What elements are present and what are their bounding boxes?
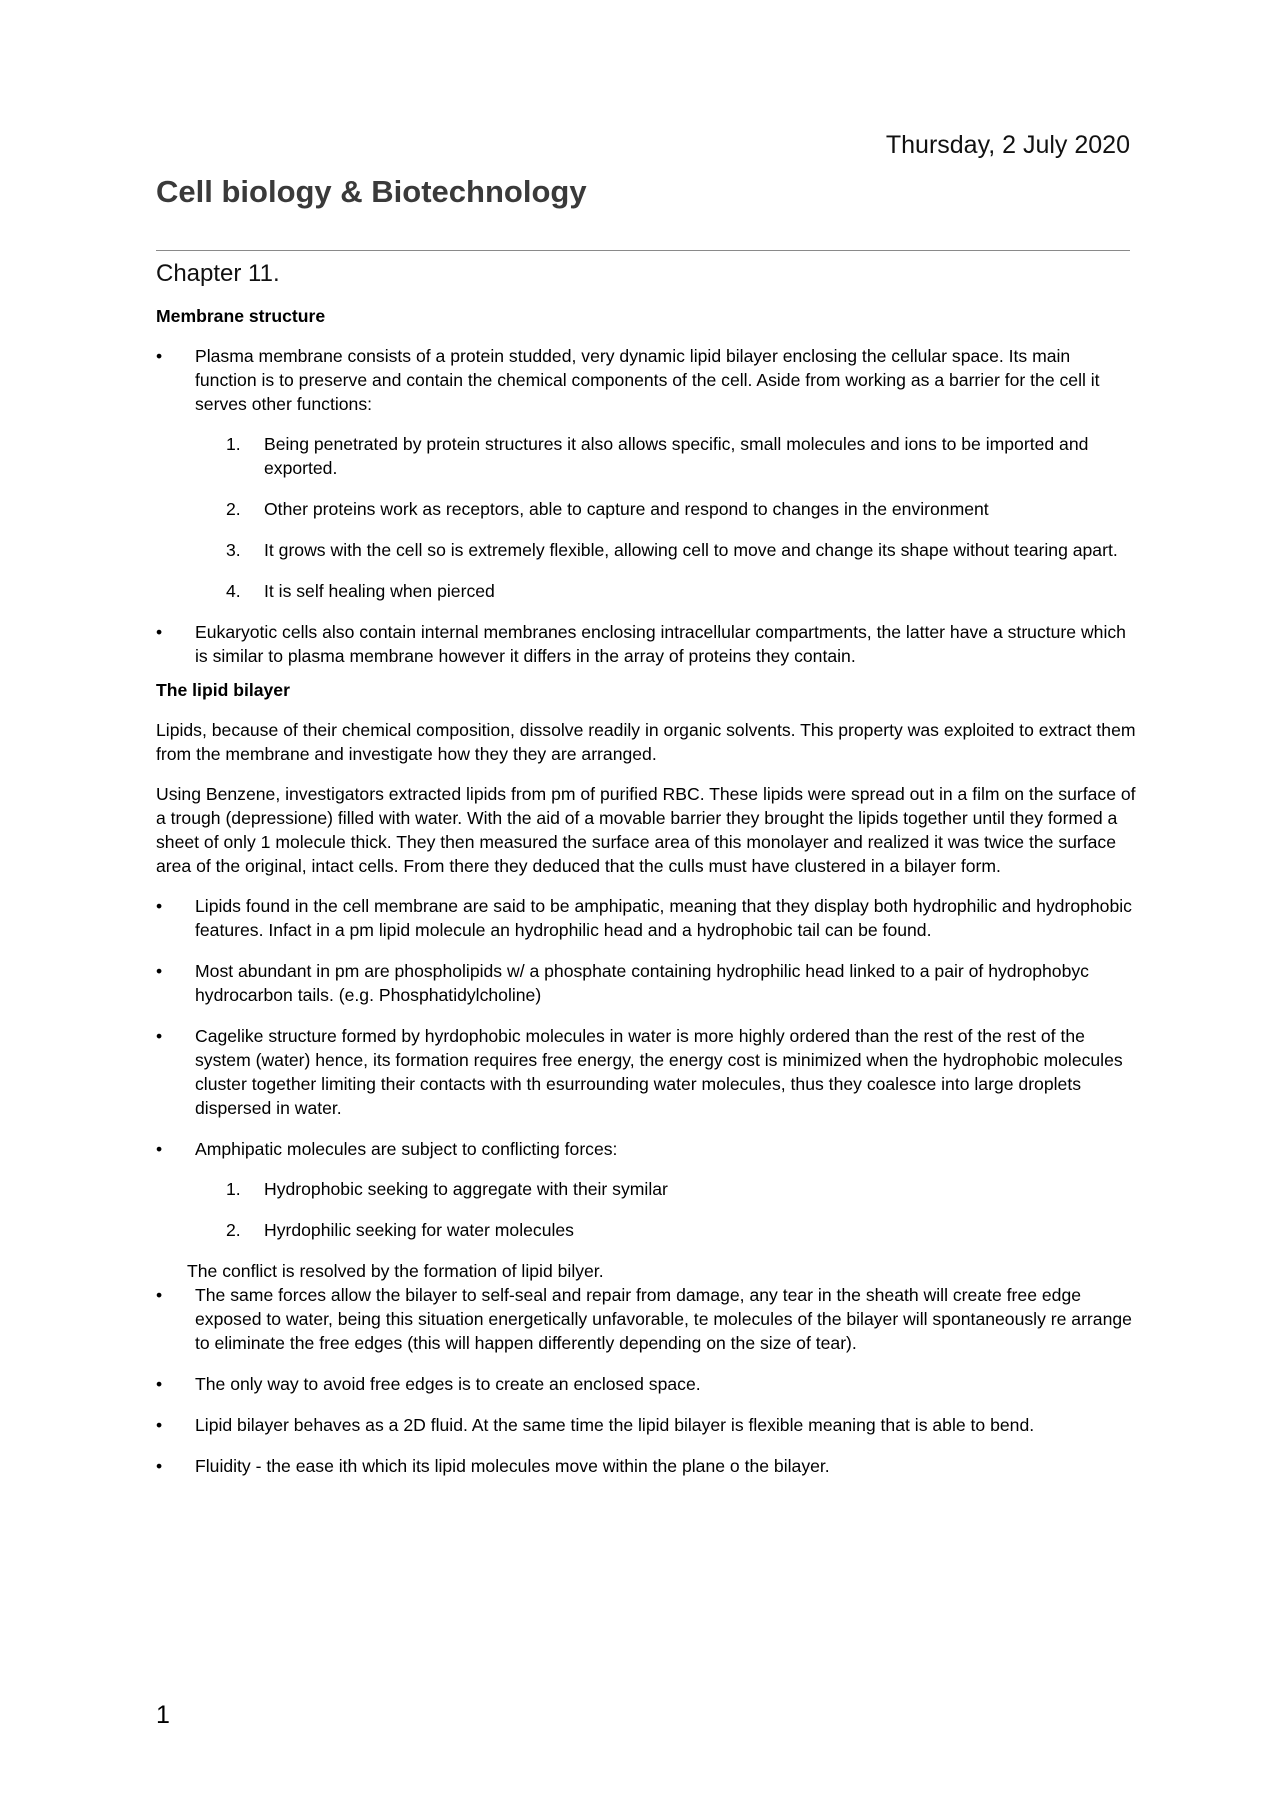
list-item-text: Plasma membrane consists of a protein studded, very dynamic lipid bilayer enclosing the cellular space. Its main function is to preserve and contain the chemical components of the cell. Aside from working as a barrier for the cell it serves other functions: xyxy=(195,346,1100,414)
numbered-item-text: It grows with the cell so is extremely flexible, allowing cell to move and change its shape without tearing apart. xyxy=(264,540,1118,560)
list-item-text: Lipids found in the cell membrane are said to be amphipatic, meaning that they display both hydrophilic and hydrophobic features. Infact in a pm lipid molecule an hydrophilic head and a hydrophobic tail can be found. xyxy=(195,896,1132,940)
lipid-bilayer-list-continued xyxy=(156,1283,1136,1478)
list-item xyxy=(156,959,1136,1007)
list-item-text: Lipid bilayer behaves as a 2D fluid. At the same time the lipid bilayer is flexible meaning that is able to bend. xyxy=(195,1415,1035,1435)
section-heading-membrane-structure: Membrane structure xyxy=(156,306,326,326)
list-item-text: The only way to avoid free edges is to create an enclosed space. xyxy=(195,1374,701,1394)
list-item xyxy=(156,894,1136,942)
list-item xyxy=(156,1137,1136,1242)
membrane-structure-list xyxy=(156,344,1136,668)
bullet-marker: • xyxy=(156,1415,163,1435)
bullet-marker: • xyxy=(156,346,163,366)
list-item-text: Most abundant in pm are phospholipids w/ a phosphate containing hydrophilic head linked to a pair of hydrophobyc hydrocarbon tails. (e.g. Phosphatidylcholine) xyxy=(195,961,1089,1005)
list-item xyxy=(156,1283,1136,1355)
document-title: Cell biology & Biotechnology xyxy=(156,174,587,209)
list-item-text: The same forces allow the bilayer to self-seal and repair from damage, any tear in the sheath will create free edge exposed to water, being this situation energetically unfavorable, te molecules of the bilayer will spontaneously re arrange to eliminate the free edges (this will happen differently depending on the size of tear). xyxy=(195,1285,1132,1353)
list-item-text: Cagelike structure formed by hyrdophobic molecules in water is more highly ordered than the rest of the rest of the system (water) hence, its formation requires free energy, the energy cost is minimized when the hydrophobic molecules cluster together limiting their contacts with th esurrounding water molecules, thus they coalesce into large droplets dispersed in water. xyxy=(195,1026,1123,1118)
bullet-marker: • xyxy=(156,1456,163,1476)
item-number: 1. xyxy=(226,1179,241,1199)
item-number: 4. xyxy=(226,581,241,601)
list-item xyxy=(156,344,1136,603)
lipid-bilayer-list xyxy=(156,894,1136,1242)
paragraph: Using Benzene, investigators extracted lipids from pm of purified RBC. These lipids were spread out in a film on the surface of a trough (depressione) filled with water. With the aid of a movable barrier they brought the lipids together until they formed a sheet of only 1 molecule thick. They then measured the surface area of this monolayer and realized it was twice the surface area of the original, intact cells. From there they deduced that the culls must have clustered in a bilayer form. xyxy=(156,784,1136,876)
list-item-text: Amphipatic molecules are subject to conflicting forces: xyxy=(195,1139,618,1159)
item-number: 2. xyxy=(226,1220,241,1240)
numbered-item-text: Hydrophobic seeking to aggregate with their symilar xyxy=(264,1179,668,1199)
document-date: Thursday, 2 July 2020 xyxy=(885,131,1130,159)
numbered-item xyxy=(195,579,1136,603)
numbered-item xyxy=(195,432,1136,480)
membrane-functions-list xyxy=(195,432,1136,603)
numbered-item-text: It is self healing when pierced xyxy=(264,581,495,601)
numbered-item xyxy=(195,1177,1136,1201)
numbered-item-text: Other proteins work as receptors, able to capture and respond to changes in the environment xyxy=(264,499,989,519)
list-item xyxy=(156,1024,1136,1120)
chapter-heading: Chapter 11. xyxy=(156,260,280,287)
title-divider xyxy=(156,250,1130,251)
list-item xyxy=(156,1413,1136,1437)
list-item-text: Fluidity - the ease ith which its lipid molecules move within the plane o the bilayer. xyxy=(195,1456,830,1476)
list-item xyxy=(156,1454,1136,1478)
conflict-note: The conflict is resolved by the formation of lipid bilyer. xyxy=(187,1261,604,1281)
bullet-marker: • xyxy=(156,1285,163,1305)
numbered-item-text: Being penetrated by protein structures it also allows specific, small molecules and ions to be imported and exported. xyxy=(264,434,1089,478)
item-number: 3. xyxy=(226,540,241,560)
numbered-item xyxy=(195,1218,1136,1242)
forces-list xyxy=(195,1177,1136,1242)
numbered-item xyxy=(195,538,1136,562)
bullet-marker: • xyxy=(156,1139,163,1159)
bullet-marker: • xyxy=(156,961,163,981)
bullet-marker: • xyxy=(156,1374,163,1394)
section-heading-lipid-bilayer: The lipid bilayer xyxy=(156,680,290,700)
paragraph: Lipids, because of their chemical composition, dissolve readily in organic solvents. This property was exploited to extract them from the membrane and investigate how they they are arranged. xyxy=(156,720,1136,764)
list-item xyxy=(156,620,1136,668)
list-item xyxy=(156,1372,1136,1396)
bullet-marker: • xyxy=(156,896,163,916)
page-number: 1 xyxy=(156,1701,170,1729)
item-number: 2. xyxy=(226,499,241,519)
bullet-marker: • xyxy=(156,622,163,642)
bullet-marker: • xyxy=(156,1026,163,1046)
numbered-item xyxy=(195,497,1136,521)
list-item-text: Eukaryotic cells also contain internal membranes enclosing intracellular compartments, the latter have a structure which is similar to plasma membrane however it differs in the array of proteins they contain. xyxy=(195,622,1126,666)
document-body xyxy=(156,258,1136,1495)
item-number: 1. xyxy=(226,434,241,454)
numbered-item-text: Hyrdophilic seeking for water molecules xyxy=(264,1220,574,1240)
